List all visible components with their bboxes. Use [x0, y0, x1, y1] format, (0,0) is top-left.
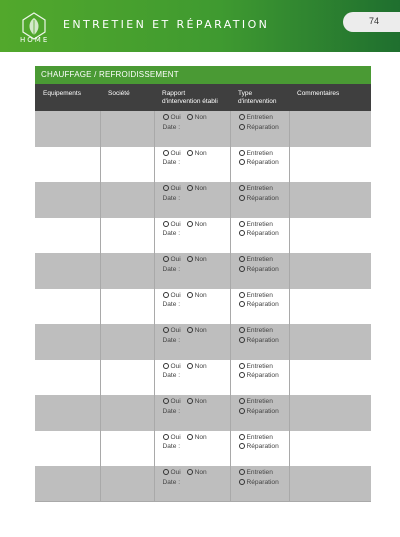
- page-number: 74: [368, 16, 379, 26]
- radio-oui-icon[interactable]: [163, 114, 169, 120]
- commentaires-cell[interactable]: [289, 147, 371, 183]
- equipement-cell[interactable]: [35, 466, 100, 502]
- commentaires-cell[interactable]: [289, 324, 371, 360]
- equipement-cell[interactable]: [35, 431, 100, 467]
- commentaires-cell[interactable]: [289, 466, 371, 502]
- radio-reparation-icon[interactable]: [239, 443, 245, 449]
- date-label: Date :: [162, 194, 181, 202]
- radio-reparation-icon[interactable]: [239, 337, 245, 343]
- radio-entretien-icon[interactable]: [239, 434, 245, 440]
- radio-non-icon[interactable]: [187, 114, 193, 120]
- commentaires-cell[interactable]: [289, 182, 371, 218]
- entretien-option[interactable]: Entretien: [239, 434, 273, 441]
- date-label: Date :: [162, 336, 181, 344]
- reparation-option[interactable]: Réparation: [239, 124, 279, 131]
- equipement-cell[interactable]: [35, 253, 100, 289]
- oui-option[interactable]: Oui: [163, 434, 181, 441]
- non-option[interactable]: Non: [187, 185, 207, 192]
- table-row: [35, 395, 371, 431]
- reparation-option[interactable]: Réparation: [239, 337, 279, 344]
- reparation-option[interactable]: Réparation: [239, 195, 279, 202]
- oui-option[interactable]: Oui: [163, 363, 181, 370]
- oui-option[interactable]: Oui: [163, 114, 181, 121]
- reparation-option[interactable]: Réparation: [239, 372, 279, 379]
- reparation-option[interactable]: Réparation: [239, 301, 279, 308]
- oui-option[interactable]: Oui: [163, 185, 181, 192]
- radio-entretien-icon[interactable]: [239, 114, 245, 120]
- non-option[interactable]: Non: [187, 469, 207, 476]
- entretien-option[interactable]: Entretien: [239, 114, 273, 121]
- radio-non-icon[interactable]: [187, 221, 193, 227]
- societe-cell[interactable]: [100, 111, 154, 147]
- oui-option[interactable]: Oui: [163, 292, 181, 299]
- radio-entretien-icon[interactable]: [239, 292, 245, 298]
- rapport-cell: [154, 147, 230, 183]
- entretien-option[interactable]: Entretien: [239, 221, 273, 228]
- radio-entretien-icon[interactable]: [239, 469, 245, 475]
- type-cell: [230, 147, 289, 183]
- commentaires-cell[interactable]: [289, 395, 371, 431]
- radio-entretien-icon[interactable]: [239, 363, 245, 369]
- rapport-cell: [154, 395, 230, 431]
- entretien-option[interactable]: Entretien: [239, 256, 273, 263]
- radio-entretien-icon[interactable]: [239, 221, 245, 227]
- equipement-cell[interactable]: [35, 289, 100, 325]
- type-cell: [230, 289, 289, 325]
- reparation-option[interactable]: Réparation: [239, 159, 279, 166]
- radio-entretien-icon[interactable]: [239, 185, 245, 191]
- table-row: [35, 431, 371, 467]
- type-cell: [230, 253, 289, 289]
- date-label: Date :: [162, 265, 181, 273]
- radio-oui-icon[interactable]: [163, 150, 169, 156]
- oui-option[interactable]: Oui: [163, 398, 181, 405]
- commentaires-cell[interactable]: [289, 360, 371, 396]
- radio-reparation-icon[interactable]: [239, 195, 245, 201]
- oui-option[interactable]: Oui: [163, 469, 181, 476]
- radio-oui-icon[interactable]: [163, 221, 169, 227]
- section-title: CHAUFFAGE / REFROIDISSEMENT: [35, 66, 371, 84]
- radio-reparation-icon[interactable]: [239, 124, 245, 130]
- maintenance-table: [35, 84, 371, 502]
- radio-oui-icon[interactable]: [163, 434, 169, 440]
- societe-cell[interactable]: [100, 147, 154, 183]
- radio-non-icon[interactable]: [187, 256, 193, 262]
- reparation-option[interactable]: Réparation: [239, 479, 279, 486]
- logo-text: HOME: [20, 36, 50, 44]
- radio-entretien-icon[interactable]: [239, 327, 245, 333]
- radio-entretien-icon[interactable]: [239, 256, 245, 262]
- societe-cell[interactable]: [100, 360, 154, 396]
- reparation-option[interactable]: Réparation: [239, 230, 279, 237]
- entretien-option[interactable]: Entretien: [239, 363, 273, 370]
- page-title: ENTRETIEN ET RÉPARATION: [63, 18, 270, 31]
- radio-reparation-icon[interactable]: [239, 159, 245, 165]
- societe-cell[interactable]: [100, 431, 154, 467]
- societe-cell[interactable]: [100, 395, 154, 431]
- table-header-row: [35, 84, 371, 111]
- equipement-cell[interactable]: [35, 395, 100, 431]
- header-equipements: Equipements: [35, 84, 100, 111]
- non-option[interactable]: Non: [187, 327, 207, 334]
- equipement-cell[interactable]: [35, 360, 100, 396]
- type-cell: [230, 182, 289, 218]
- rapport-cell: [154, 466, 230, 502]
- commentaires-cell[interactable]: [289, 218, 371, 254]
- header-type: Type d'intervention: [230, 84, 289, 111]
- type-cell: [230, 395, 289, 431]
- reparation-option[interactable]: Réparation: [239, 408, 279, 415]
- radio-non-icon[interactable]: [187, 185, 193, 191]
- radio-reparation-icon[interactable]: [239, 230, 245, 236]
- societe-cell[interactable]: [100, 253, 154, 289]
- oui-option[interactable]: Oui: [163, 150, 181, 157]
- societe-cell[interactable]: [100, 182, 154, 218]
- radio-entretien-icon[interactable]: [239, 150, 245, 156]
- non-option[interactable]: Non: [187, 363, 207, 370]
- non-option[interactable]: Non: [187, 150, 207, 157]
- societe-cell[interactable]: [100, 289, 154, 325]
- non-option[interactable]: Non: [187, 221, 207, 228]
- type-cell: [230, 466, 289, 502]
- radio-reparation-icon[interactable]: [239, 408, 245, 414]
- societe-cell[interactable]: [100, 466, 154, 502]
- entretien-option[interactable]: Entretien: [239, 469, 273, 476]
- non-option[interactable]: Non: [187, 398, 207, 405]
- table-row: [35, 466, 371, 502]
- entretien-option[interactable]: Entretien: [239, 185, 273, 192]
- rapport-cell: [154, 360, 230, 396]
- equipement-cell[interactable]: [35, 218, 100, 254]
- table-row: [35, 360, 371, 396]
- radio-non-icon[interactable]: [187, 469, 193, 475]
- radio-non-icon[interactable]: [187, 150, 193, 156]
- equipement-cell[interactable]: [35, 147, 100, 183]
- radio-oui-icon[interactable]: [163, 292, 169, 298]
- non-option[interactable]: Non: [187, 256, 207, 263]
- rapport-cell: [154, 218, 230, 254]
- radio-oui-icon[interactable]: [163, 363, 169, 369]
- radio-reparation-icon[interactable]: [239, 372, 245, 378]
- equipement-cell[interactable]: [35, 324, 100, 360]
- header-rapport: Rapport d'intervention établi: [154, 84, 230, 111]
- radio-oui-icon[interactable]: [163, 469, 169, 475]
- date-label: Date :: [162, 301, 181, 308]
- oui-option[interactable]: Oui: [163, 327, 181, 334]
- type-cell: [230, 111, 289, 147]
- type-cell: [230, 218, 289, 254]
- commentaires-cell[interactable]: [289, 431, 371, 467]
- type-cell: [230, 360, 289, 396]
- radio-oui-icon[interactable]: [163, 398, 169, 404]
- non-option[interactable]: Non: [187, 114, 207, 121]
- rapport-cell: [154, 324, 230, 360]
- radio-entretien-icon[interactable]: [239, 398, 245, 404]
- radio-reparation-icon[interactable]: [239, 301, 245, 307]
- date-label: Date :: [162, 159, 181, 166]
- non-option[interactable]: Non: [187, 292, 207, 299]
- commentaires-cell[interactable]: [289, 111, 371, 147]
- rapport-cell: [154, 289, 230, 325]
- table-row: [35, 253, 371, 289]
- page-number-tab: [343, 12, 400, 32]
- societe-cell[interactable]: [100, 218, 154, 254]
- header-societe: Société: [100, 84, 154, 111]
- table-row: [35, 324, 371, 360]
- radio-non-icon[interactable]: [187, 363, 193, 369]
- table-row: [35, 182, 371, 218]
- societe-cell[interactable]: [100, 324, 154, 360]
- entretien-option[interactable]: Entretien: [239, 292, 273, 299]
- commentaires-cell[interactable]: [289, 253, 371, 289]
- table-row: [35, 289, 371, 325]
- oui-option[interactable]: Oui: [163, 221, 181, 228]
- entretien-option[interactable]: Entretien: [239, 398, 273, 405]
- radio-non-icon[interactable]: [187, 434, 193, 440]
- reparation-option[interactable]: Réparation: [239, 443, 279, 450]
- radio-non-icon[interactable]: [187, 292, 193, 298]
- type-cell: [230, 324, 289, 360]
- table-row: [35, 111, 371, 147]
- radio-oui-icon[interactable]: [163, 327, 169, 333]
- non-option[interactable]: Non: [187, 434, 207, 441]
- table-row: [35, 147, 371, 183]
- oui-option[interactable]: Oui: [163, 256, 181, 263]
- date-label: Date :: [162, 407, 181, 415]
- reparation-option[interactable]: Réparation: [239, 266, 279, 273]
- commentaires-cell[interactable]: [289, 289, 371, 325]
- radio-oui-icon[interactable]: [163, 256, 169, 262]
- rapport-cell: [154, 253, 230, 289]
- table-row: [35, 218, 371, 254]
- entretien-option[interactable]: Entretien: [239, 150, 273, 157]
- date-label: Date :: [162, 123, 181, 131]
- page-header: [0, 0, 400, 52]
- equipement-cell[interactable]: [35, 182, 100, 218]
- date-label: Date :: [162, 478, 181, 486]
- equipement-cell[interactable]: [35, 111, 100, 147]
- header-commentaires: Commentaires: [289, 84, 371, 111]
- rapport-cell: [154, 431, 230, 467]
- type-cell: [230, 431, 289, 467]
- radio-reparation-icon[interactable]: [239, 479, 245, 485]
- rapport-cell: [154, 111, 230, 147]
- radio-reparation-icon[interactable]: [239, 266, 245, 272]
- entretien-option[interactable]: Entretien: [239, 327, 273, 334]
- date-label: Date :: [162, 372, 181, 379]
- radio-oui-icon[interactable]: [163, 185, 169, 191]
- date-label: Date :: [162, 443, 181, 450]
- rapport-cell: [154, 182, 230, 218]
- radio-non-icon[interactable]: [187, 398, 193, 404]
- radio-non-icon[interactable]: [187, 327, 193, 333]
- date-label: Date :: [162, 230, 181, 237]
